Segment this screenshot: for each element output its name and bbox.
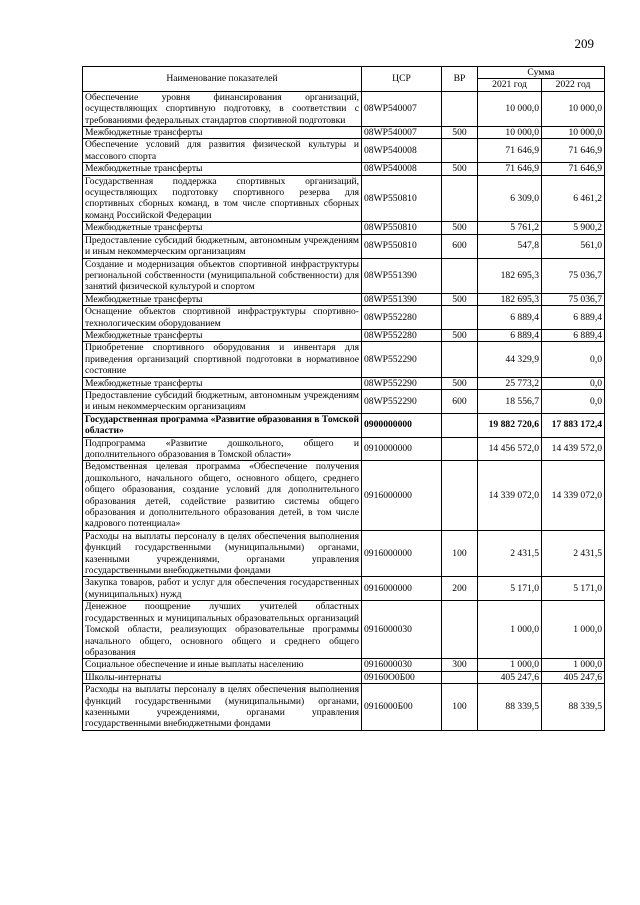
row-sum-2021: 547,8: [478, 234, 542, 258]
header-year-2022: 2022 год: [542, 79, 605, 91]
row-sum-2021: 25 773,2: [478, 377, 542, 389]
row-sum-2022: 1 000,0: [542, 601, 605, 659]
row-sum-2022: 0,0: [542, 389, 605, 413]
table-row: [83, 659, 605, 671]
table-row: [83, 461, 605, 530]
table-row: [83, 329, 605, 341]
table-header: [83, 67, 605, 92]
table-row: [83, 234, 605, 258]
row-sum-2021: 2 431,5: [478, 530, 542, 577]
row-vr: 500: [442, 163, 478, 175]
row-name: Предоставление субсидий бюджетным, автономным учреждениям и иным некоммерческим организациям: [83, 389, 362, 413]
row-sum-2021: 6 889,4: [478, 329, 542, 341]
row-vr: [442, 306, 478, 330]
header-year-2021: 2021 год: [478, 79, 542, 91]
row-csr: 09160О0Б00: [362, 671, 442, 683]
row-vr: [442, 437, 478, 461]
row-sum-2022: 0,0: [542, 342, 605, 377]
row-name: Социальное обеспечение и иные выплаты населению: [83, 659, 362, 671]
table-row: [83, 684, 605, 731]
row-name: Подпрограмма «Развитие дошкольного, общего и дополнительного образования в Томской области»: [83, 437, 362, 461]
row-sum-2022: 6 461,2: [542, 175, 605, 222]
row-sum-2022: 405 247,6: [542, 671, 605, 683]
row-sum-2022: 5 900,2: [542, 222, 605, 234]
row-vr: 200: [442, 577, 478, 601]
row-name: Межбюджетные трансферты: [83, 293, 362, 305]
row-vr: 100: [442, 684, 478, 731]
table-row: [83, 389, 605, 413]
row-csr: 0916000Б00: [362, 684, 442, 731]
row-name: Межбюджетные трансферты: [83, 377, 362, 389]
row-sum-2021: 182 695,3: [478, 258, 542, 293]
header-csr: ЦСР: [362, 67, 442, 92]
table-row: [83, 601, 605, 659]
row-csr: 08WP552290: [362, 389, 442, 413]
row-name: Межбюджетные трансферты: [83, 329, 362, 341]
row-sum-2022: 75 036,7: [542, 293, 605, 305]
row-sum-2021: 10 000,0: [478, 91, 542, 126]
row-vr: 500: [442, 377, 478, 389]
row-sum-2021: 88 339,5: [478, 684, 542, 731]
row-sum-2022: 71 646,9: [542, 163, 605, 175]
table-row: [83, 306, 605, 330]
row-name: Денежное поощрение лучших учителей областных государственных и муниципальных образовательных организаций Томской области, реализующих образовательные программы начального общего, основного общего и среднего общего образования: [83, 601, 362, 659]
table-body: [83, 91, 605, 730]
row-vr: [442, 413, 478, 437]
row-vr: [442, 258, 478, 293]
row-sum-2022: 10 000,0: [542, 127, 605, 139]
row-sum-2021: 71 646,9: [478, 139, 542, 163]
row-vr: [442, 175, 478, 222]
row-sum-2021: 405 247,6: [478, 671, 542, 683]
row-sum-2021: 71 646,9: [478, 163, 542, 175]
row-csr: 08WP550810: [362, 222, 442, 234]
row-csr: 08WP550810: [362, 234, 442, 258]
row-sum-2022: 88 339,5: [542, 684, 605, 731]
row-csr: 08WP540008: [362, 163, 442, 175]
row-name: Межбюджетные трансферты: [83, 163, 362, 175]
page-number: 209: [574, 36, 594, 51]
table-row: [83, 139, 605, 163]
row-csr: 08WP551390: [362, 258, 442, 293]
row-vr: [442, 91, 478, 126]
row-csr: 08WP552290: [362, 377, 442, 389]
row-csr: 08WP551390: [362, 293, 442, 305]
row-vr: [442, 601, 478, 659]
row-sum-2022: 5 171,0: [542, 577, 605, 601]
row-csr: 08WP552280: [362, 306, 442, 330]
row-csr: 08WP540008: [362, 139, 442, 163]
row-sum-2022: 561,0: [542, 234, 605, 258]
row-vr: 500: [442, 293, 478, 305]
budget-table: [82, 66, 605, 731]
row-sum-2021: 10 000,0: [478, 127, 542, 139]
row-name: Оснащение объектов спортивной инфраструктуры спортивно-технологическим оборудованием: [83, 306, 362, 330]
row-vr: 600: [442, 234, 478, 258]
row-name: Межбюджетные трансферты: [83, 127, 362, 139]
row-name: Закупка товаров, работ и услуг для обеспечения государственных (муниципальных) нужд: [83, 577, 362, 601]
row-csr: 0916000030: [362, 659, 442, 671]
row-name: Расходы на выплаты персоналу в целях обеспечения выполнения функций государственными (муниципальными) органами, казенными учреждениями, органами управления государственными внебюджетными фондами: [83, 684, 362, 731]
row-sum-2021: 6 309,0: [478, 175, 542, 222]
row-name: Расходы на выплаты персоналу в целях обеспечения выполнения функций государственными (муниципальными) органами, казенными учреждениями, органами управления государственными внебюджетными фондами: [83, 530, 362, 577]
row-vr: 500: [442, 329, 478, 341]
row-sum-2022: 6 889,4: [542, 306, 605, 330]
row-name: Обеспечение условий для развития физической культуры и массового спорта: [83, 139, 362, 163]
row-sum-2021: 5 761,2: [478, 222, 542, 234]
table-row: [83, 222, 605, 234]
row-name: Государственная поддержка спортивных организаций, осуществляющих подготовку спортивного резерва для спортивных сборных команд, в том числе спортивных сборных команд Российской Федерации: [83, 175, 362, 222]
row-sum-2021: 18 556,7: [478, 389, 542, 413]
row-name: Ведомственная целевая программа «Обеспечение получения дошкольного, начального общего, основного общего, среднего общего образования, создание условий для дополнительного образования детей, содействие развитию системы общего образования и дополнительного образования детей, в том числе кадрового потенциала»: [83, 461, 362, 530]
row-name: Создание и модернизация объектов спортивной инфраструктуры региональной собственности (муниципальной собственности) для занятий физической культурой и спортом: [83, 258, 362, 293]
table-row: [83, 342, 605, 377]
row-csr: 08WP550810: [362, 175, 442, 222]
row-name: Межбюджетные трансферты: [83, 222, 362, 234]
table-row: [83, 530, 605, 577]
row-csr: 08WP552280: [362, 329, 442, 341]
row-csr: 08WP540007: [362, 127, 442, 139]
table-row: [83, 437, 605, 461]
row-vr: 500: [442, 222, 478, 234]
row-sum-2022: 17 883 172,4: [542, 413, 605, 437]
row-sum-2022: 6 889,4: [542, 329, 605, 341]
row-csr: 0910000000: [362, 437, 442, 461]
row-vr: [442, 139, 478, 163]
table-row: [83, 175, 605, 222]
row-sum-2021: 6 889,4: [478, 306, 542, 330]
row-sum-2022: 14 439 572,0: [542, 437, 605, 461]
row-sum-2022: 14 339 072,0: [542, 461, 605, 530]
row-name: Обеспечение уровня финансирования организаций, осуществляющих спортивную подготовку, в соответствии с требованиями федеральных стандартов спортивной подготовки: [83, 91, 362, 126]
row-sum-2021: 14 456 572,0: [478, 437, 542, 461]
header-vr: ВР: [442, 67, 478, 92]
table-row: [83, 293, 605, 305]
row-sum-2021: 44 329,9: [478, 342, 542, 377]
row-vr: [442, 671, 478, 683]
row-csr: 08WP552290: [362, 342, 442, 377]
row-name: Школы-интернаты: [83, 671, 362, 683]
row-sum-2021: 5 171,0: [478, 577, 542, 601]
row-csr: 0916000000: [362, 530, 442, 577]
row-sum-2022: 2 431,5: [542, 530, 605, 577]
table-row: [83, 413, 605, 437]
row-vr: 100: [442, 530, 478, 577]
row-csr: 0916000000: [362, 461, 442, 530]
row-name: Государственная программа «Развитие образования в Томской области»: [83, 413, 362, 437]
row-name: Предоставление субсидий бюджетным, автономным учреждениям и иным некоммерческим организациям: [83, 234, 362, 258]
row-csr: 0916000030: [362, 601, 442, 659]
row-sum-2022: 1 000,0: [542, 659, 605, 671]
row-sum-2021: 14 339 072,0: [478, 461, 542, 530]
table-row: [83, 163, 605, 175]
row-csr: 0900000000: [362, 413, 442, 437]
row-sum-2022: 0,0: [542, 377, 605, 389]
row-sum-2022: 71 646,9: [542, 139, 605, 163]
row-name: Приобретение спортивного оборудования и инвентаря для приведения организаций спортивной подготовки в нормативное состояние: [83, 342, 362, 377]
table-row: [83, 577, 605, 601]
row-vr: [442, 342, 478, 377]
row-vr: [442, 461, 478, 530]
row-sum-2021: 1 000,0: [478, 601, 542, 659]
table-row: [83, 127, 605, 139]
row-sum-2022: 10 000,0: [542, 91, 605, 126]
row-vr: 600: [442, 389, 478, 413]
header-sum: Сумма: [478, 67, 605, 79]
row-vr: 500: [442, 127, 478, 139]
row-sum-2022: 75 036,7: [542, 258, 605, 293]
table-row: [83, 671, 605, 683]
table-row: [83, 258, 605, 293]
table-row: [83, 377, 605, 389]
row-sum-2021: 19 882 720,6: [478, 413, 542, 437]
table-row: [83, 91, 605, 126]
header-name: Наименование показателей: [83, 67, 362, 92]
row-csr: 0916000000: [362, 577, 442, 601]
row-vr: 300: [442, 659, 478, 671]
row-csr: 08WP540007: [362, 91, 442, 126]
row-sum-2021: 182 695,3: [478, 293, 542, 305]
row-sum-2021: 1 000,0: [478, 659, 542, 671]
